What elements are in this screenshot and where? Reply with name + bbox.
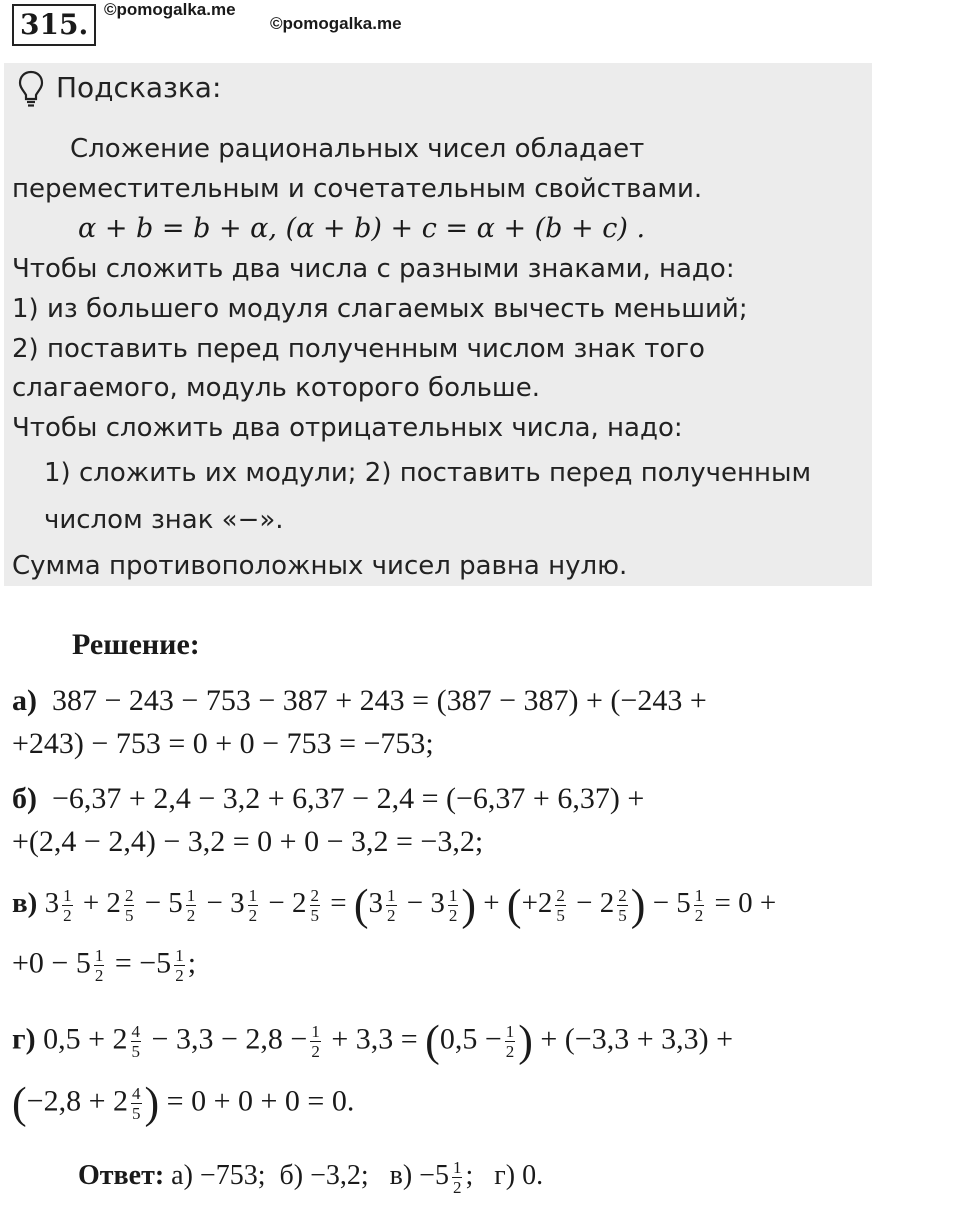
hint-text: слагаемого, модуль которого больше.: [12, 373, 540, 403]
hint-text: 1) из большего модуля слагаемых вычесть меньший;: [12, 294, 748, 324]
item-label: г): [12, 1022, 36, 1056]
item-label: а): [12, 684, 37, 717]
fraction: $\frac{2}{5}$: [310, 886, 320, 925]
fraction: $\frac{1}{2}$: [186, 886, 196, 925]
fraction: $\frac{4}{5}$: [132, 1084, 141, 1123]
item-label: в): [12, 887, 38, 920]
fraction: $\frac{1}{2}$: [505, 1022, 515, 1061]
lightbulb-icon: [18, 70, 44, 108]
answer-line: [78, 1158, 543, 1197]
fraction: $\frac{1}{2}$: [694, 886, 704, 925]
hint-text: 2) поставить перед полученным числом знак того: [12, 334, 705, 364]
fraction: $\frac{2}{5}$: [618, 886, 627, 925]
solution-g-line: г) 0,5 + 2 $\frac{4}{5}$ − 3,3 − 2,8 − $\frac{1}{2}$ + 3,3 = (0,5 − $\frac{1}{2}$ ) + (−3,3 + 3,3) +: [12, 1016, 734, 1066]
hint-text: числом знак «−».: [44, 505, 284, 535]
fraction: $\frac{1}{2}$: [94, 946, 104, 985]
watermark: ©pomogalka.me: [270, 14, 402, 33]
fraction: $\frac{1}{2}$: [387, 886, 396, 925]
hint-title: Подсказка:: [56, 71, 222, 104]
solution-title: Решение:: [72, 628, 200, 661]
math-text: 387 − 243 − 753 − 387 + 243 = (387 − 387) + (−243 +: [52, 684, 707, 717]
answer-b: б) −3,2;: [279, 1159, 369, 1191]
watermark: ©pomogalka.me: [104, 0, 236, 19]
fraction: $\frac{1}{2}$: [448, 886, 458, 925]
fraction: $\frac{1}{2}$: [63, 886, 72, 925]
solution-v-line: в) 3 $\frac{1}{2}$ + 2 $\frac{2}{5}$ − 5 $\frac{1}{2}$ − 3 $\frac{1}{2}$ − 2 $\frac{2}{5}$ = (3 $\frac{1}{2}$ − 3 $\frac{1}{2}$ ) + (+2 $\frac{2}{5}$ − 2 $\frac{2}{5}$ ) − 5 $\frac{1}{2}$ = 0 +: [12, 880, 777, 930]
fraction: $\frac{1}{2}$: [248, 886, 258, 925]
hint-text: Чтобы сложить два отрицательных числа, надо:: [12, 413, 683, 443]
math-text: +243) − 753 = 0 + 0 − 753 = −753;: [12, 727, 434, 760]
math-text: −6,37 + 2,4 − 3,2 + 6,37 − 2,4 = (−6,37 + 6,37) +: [52, 782, 645, 815]
fraction: $\frac{2}{5}$: [556, 886, 565, 925]
math-text: +(2,4 − 2,4) − 3,2 = 0 + 0 − 3,2 = −3,2;: [12, 825, 484, 858]
hint-formula: 𝛼 + 𝑏 = 𝑏 + 𝛼, (𝛼 + 𝑏) + c = 𝛼 + (𝑏 + c) .: [78, 213, 646, 244]
solution-b-line: [12, 782, 644, 816]
hint-text: Чтобы сложить два числа с разными знаками, надо:: [12, 254, 735, 284]
fraction: $\frac{1}{2}$: [175, 946, 184, 985]
answer-a: а) −753;: [171, 1159, 266, 1191]
hint-text: Сложение рациональных чисел обладает: [70, 134, 645, 164]
hint-text: 1) сложить их модули; 2) поставить перед полученным: [44, 458, 812, 488]
answer-label: Ответ:: [78, 1159, 165, 1191]
fraction: $\frac{1}{2}$: [311, 1022, 320, 1061]
task-number: 315.: [12, 4, 96, 46]
item-label: б): [12, 782, 37, 815]
hint-text: переместительным и сочетательным свойствами.: [12, 174, 703, 204]
solution-a-line: [12, 684, 707, 718]
hint-text: Сумма противоположных чисел равна нулю.: [12, 551, 628, 581]
answer-g: г) 0.: [494, 1159, 544, 1191]
fraction: $\frac{2}{5}$: [124, 886, 134, 925]
solution-g-line2: (−2,8 + 2 $\frac{4}{5}$ ) = 0 + 0 + 0 = 0.: [12, 1078, 355, 1128]
answer-v: в) −5 $\frac{1}{2}$ ;: [389, 1158, 474, 1197]
solution-v-line2: +0 − 5 $\frac{1}{2}$ = −5 $\frac{1}{2}$ ;: [12, 946, 197, 985]
fraction: $\frac{4}{5}$: [131, 1022, 141, 1061]
